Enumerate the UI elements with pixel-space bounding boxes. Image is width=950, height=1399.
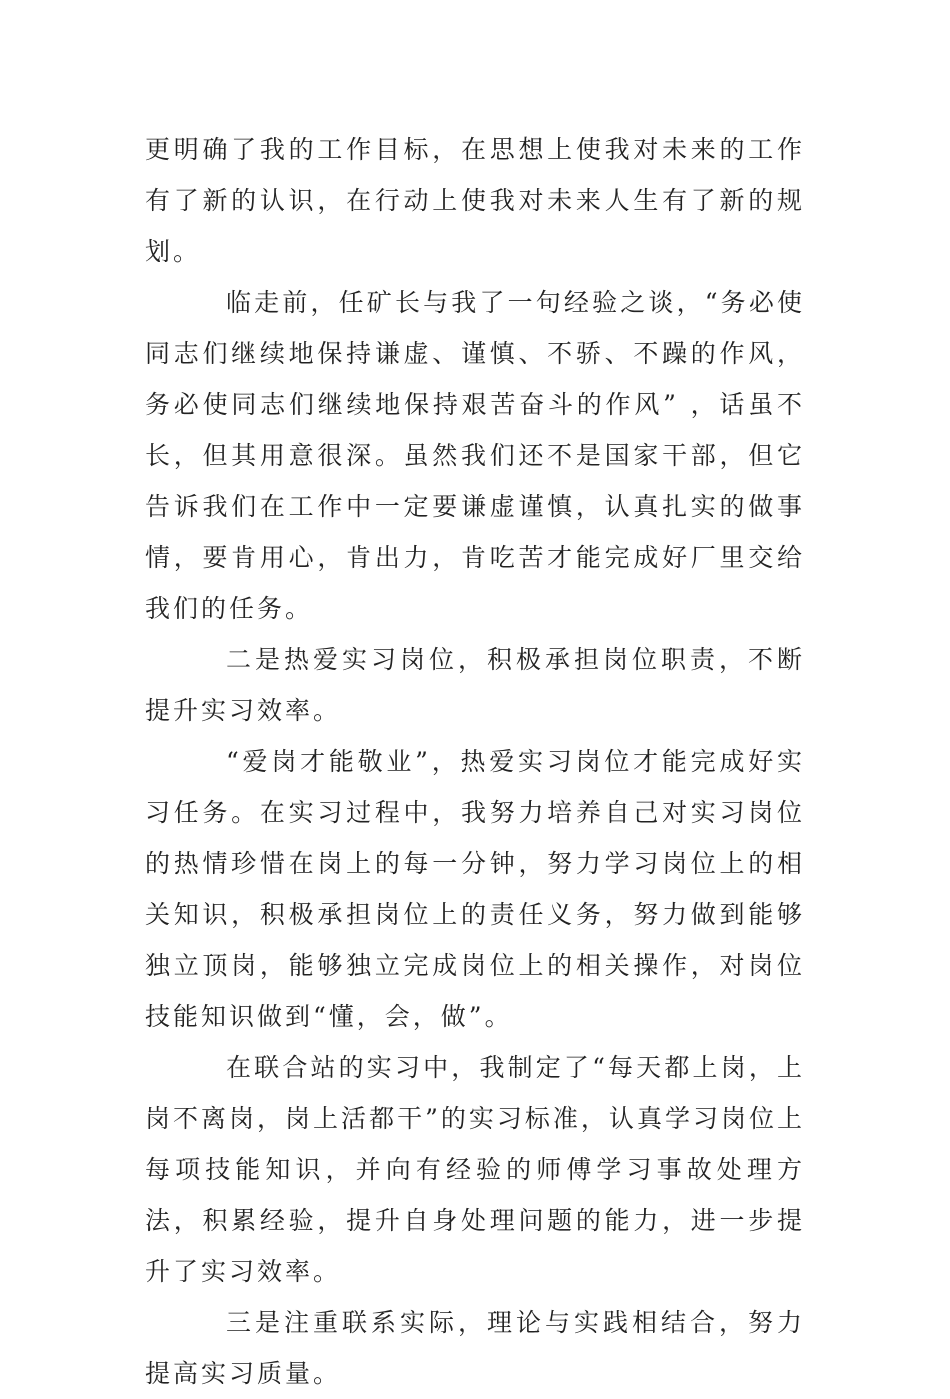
paragraph-2: 临走前，任矿长与我了一句经验之谈，“务必使同志们继续地保持谦虚、谨慎、不骄、不躁的作风，务必使同志们继续地保持艰苦奋斗的作风” ，话虽不长，但其用意很深。虽然我们还不是国家干部，但它告诉我们在工作中一定要谦虚谨慎，认真扎实的做事情，要肯用心，肯出力，肯吃苦才能完成好厂里交给我们的任务。 <box>145 288 805 623</box>
paragraph-3: 二是热爱实习岗位，积极承担岗位职责，不断提升实习效率。 <box>145 645 805 725</box>
document-body <box>145 124 805 1399</box>
paragraph-6: 三是注重联系实际，理论与实践相结合，努力提高实习质量。 <box>145 1308 805 1388</box>
paragraph-1: 更明确了我的工作目标，在思想上使我对未来的工作有了新的认识，在行动上使我对未来人生有了新的规划。 <box>145 135 805 266</box>
paragraph-5: 在联合站的实习中，我制定了“每天都上岗，上岗不离岗，岗上活都干”的实习标准，认真学习岗位上每项技能知识，并向有经验的师傅学习事故处理方法，积累经验，提升自身处理问题的能力，进一步提升了实习效率。 <box>145 1053 805 1286</box>
paragraph-4: “爱岗才能敬业”，热爱实习岗位才能完成好实习任务。在实习过程中，我努力培养自己对实习岗位的热情珍惜在岗上的每一分钟，努力学习岗位上的相关知识，积极承担岗位上的责任义务，努力做到能够独立顶岗，能够独立完成岗位上的相关操作，对岗位技能知识做到“懂，会，做”。 <box>145 747 805 1031</box>
